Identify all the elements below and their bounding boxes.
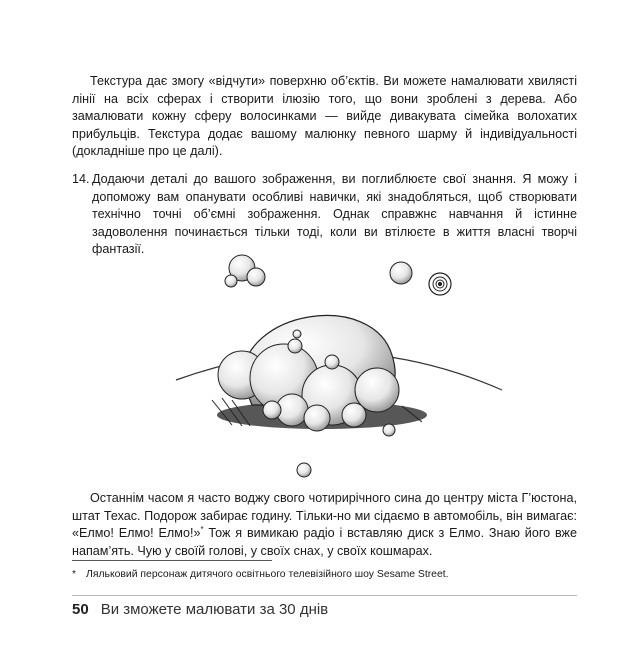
footnote-text: Ляльковий персонаж дитячого освітнього телевізійного шоу Sesame Street. (86, 569, 449, 580)
footnote (72, 568, 577, 582)
spiral-sphere (429, 273, 451, 295)
footnote-mark: * (72, 569, 77, 580)
page-footer (72, 600, 328, 620)
page-number: 50 (72, 601, 89, 618)
footnote-divider (72, 560, 272, 561)
floating-sphere (390, 262, 412, 284)
floating-sphere (247, 268, 265, 286)
story-text-after: Тож я вимикаю радіо і вставляю диск з Елмо. Знаю його вже напам’ять. Чую у своїй голові, у своїх снах, у своїх кошмарах. (72, 526, 577, 558)
sphere (263, 401, 281, 419)
sphere (304, 405, 330, 431)
book-title: Ви зможете малювати за 30 днів (100, 601, 329, 618)
sphere (383, 424, 395, 436)
numbered-step-14 (72, 171, 577, 259)
sphere (293, 330, 301, 338)
footnote-reference: * (200, 525, 204, 534)
floating-sphere (225, 275, 237, 287)
story-text-before: Останнім часом я часто воджу свого чотирирічного сина до центру міста Г’юстона, штат Техас. Подорож забирає годину. Тільки-но ми сідаємо в автомобіль, він вимагає: «Елмо! Елмо! Елмо!» (72, 491, 577, 541)
sphere (342, 403, 366, 427)
sphere (288, 339, 302, 353)
paragraph-texture: Текстура дає змогу «відчути» поверхню об’єктів. Ви можете намалювати хвилясті лінії на всіх сферах і створити ілюзію того, що вони зроблені з дерева. Або замалювати кожну сферу волосинками — вийде дивакувата сімейка волохатих прибульців. Текстура додає вашому малюнку певного шарму й індивідуальності (докладніше про це далі). (72, 74, 577, 159)
spheres-illustration (172, 250, 512, 480)
sphere (325, 355, 339, 369)
step-number: 14. (72, 172, 90, 186)
paragraph-story (72, 490, 577, 560)
step-text: Додаючи деталі до вашого зображення, ви поглиблюєте свої знання. Я можу і допоможу вам опанувати особливі навички, які знадобляться, щоб створювати технічно точні об’ємні зображення. Однак справжнє навчання й істинне задоволення починається тільки тоді, коли ви втілюєте в життя власні творчі фантазії. (92, 172, 577, 257)
footer-divider (72, 595, 577, 596)
sphere (297, 463, 311, 477)
